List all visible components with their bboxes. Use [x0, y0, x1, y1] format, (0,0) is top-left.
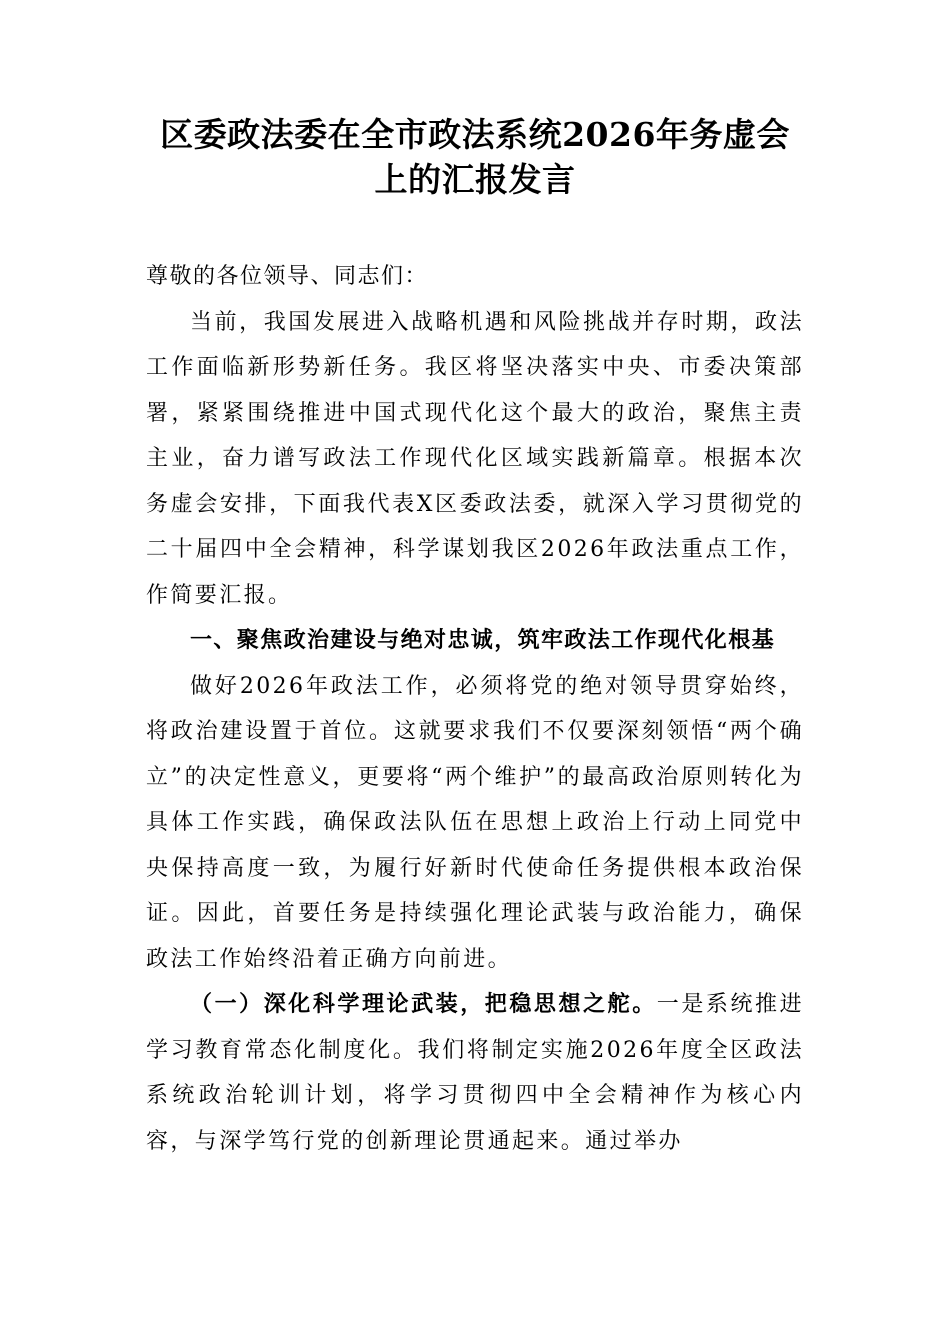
- section-1-heading: 一、聚焦政治建设与绝对忠诚，筑牢政法工作现代化根基: [190, 628, 776, 653]
- subsection-1-paragraph: [146, 982, 804, 1164]
- greeting: 尊敬的各位领导、同志们：: [146, 264, 429, 289]
- document-page: [146, 112, 804, 1164]
- document-title: [146, 112, 804, 202]
- title-line-2: 上的汇报发言: [374, 160, 576, 199]
- subsection-1-heading: （一）深化科学理论武装，把稳思想之舵。: [190, 991, 657, 1017]
- section-1-paragraph: 做好2026年政法工作，必须将党的绝对领导贯穿始终，将政治建设置于首位。这就要求我们不仅要深刻领悟“两个确立”的决定性意义，更要将“两个维护”的最高政治原则转化为具体工作实践，确保政法队伍在思想上政治上行动上同党中央保持高度一致，为履行好新时代使命任务提供根本政治保证。因此，首要任务是持续强化理论武装与政治能力，确保政法工作始终沿着正确方向前进。: [146, 673, 804, 972]
- subsection-1-text: 一是系统推进学习教育常态化制度化。我们将制定实施2026年度全区政法系统政治轮训计划，将学习贯彻四中全会精神作为核心内容，与深学笃行党的创新理论贯通起来。通过举办: [146, 992, 804, 1154]
- title-line-1: 区委政法委在全市政法系统2026年务虚会: [160, 115, 790, 154]
- intro-paragraph: 当前，我国发展进入战略机遇和风险挑战并存时期，政法工作面临新形势新任务。我区将坚决落实中央、市委决策部署，紧紧围绕推进中国式现代化这个最大的政治，聚焦主责主业，奋力谱写政法工作现代化区域实践新篇章。根据本次务虚会安排，下面我代表X区委政法委，就深入学习贯彻党的二十届四中全会精神，科学谋划我区2026年政法重点工作，作简要汇报。: [146, 309, 804, 608]
